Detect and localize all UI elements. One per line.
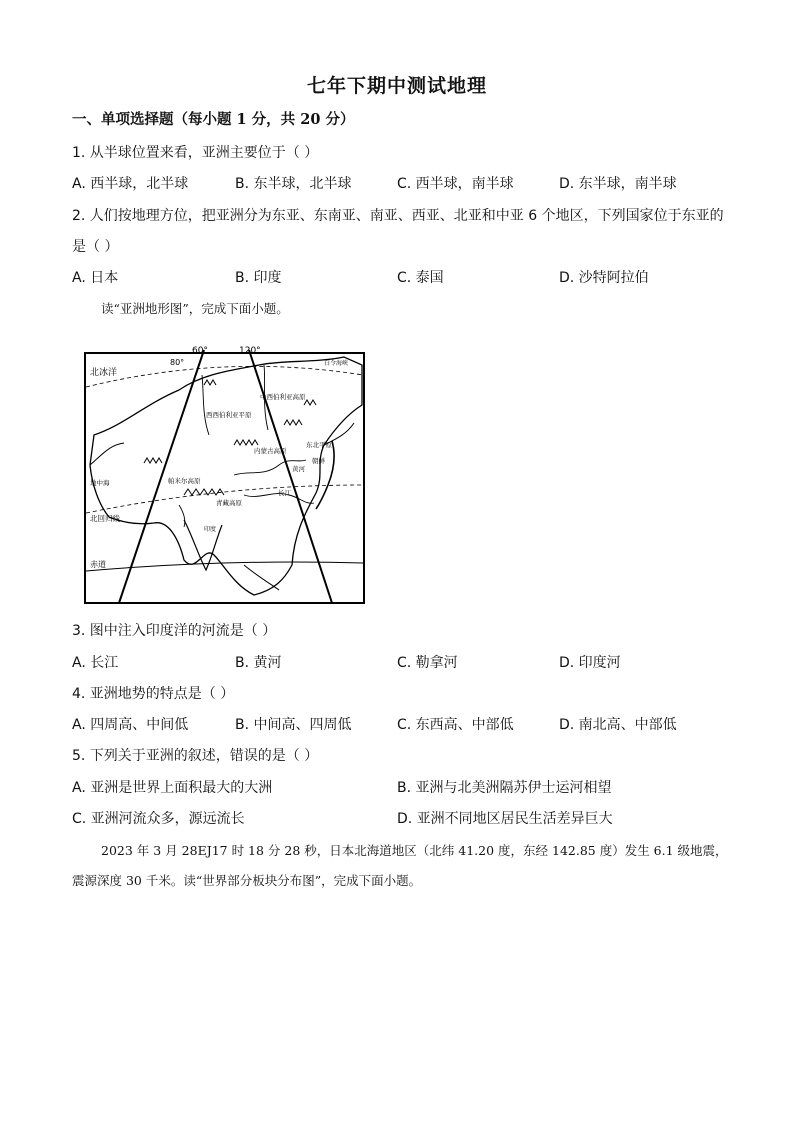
label-80-parallel: 80° <box>170 358 185 367</box>
question-4-option-d: D. 南北高、中部低 <box>559 717 677 733</box>
question-1-stem: 1. 从半球位置来看，亚洲主要位于（ ） <box>72 145 319 161</box>
label-arctic-ocean: 北冰洋 <box>90 368 118 378</box>
question-2-stem-line-1: 2. 人们按地理方位，把亚洲分为东亚、东南亚、南亚、西亚、北亚和中亚 6 个地区，下列国家位于东亚的 <box>72 208 724 224</box>
question-4-stem: 4. 亚洲地势的特点是（ ） <box>72 686 235 702</box>
label-yangtze: 长江 <box>278 489 291 497</box>
label-60-meridian: 60° <box>192 346 208 356</box>
question-1-option-d: D. 东半球，南半球 <box>559 176 677 192</box>
label-northeast-plain: 东北平原 <box>306 441 332 449</box>
page-title: 七年下期中测试地理 <box>306 75 487 97</box>
label-mediterranean: 地中海 <box>90 479 110 487</box>
question-3-option-d: D. 印度河 <box>559 655 621 671</box>
question-4-option-a: A. 四周高、中间低 <box>72 717 189 733</box>
question-4-option-b: B. 中间高、四周低 <box>235 717 352 733</box>
label-120-meridian: 120° <box>239 346 261 356</box>
question-5-option-a: A. 亚洲是世界上面积最大的大洲 <box>72 780 273 796</box>
question-3-option-b: B. 黄河 <box>235 655 282 671</box>
label-equator: 赤道 <box>90 560 106 569</box>
label-inner-mongolia-plateau: 内蒙古高原 <box>254 447 287 455</box>
question-5-stem: 5. 下列关于亚洲的叙述，错误的是（ ） <box>72 748 319 764</box>
label-west-siberian-plain: 西西伯利亚平原 <box>206 411 252 419</box>
question-2-option-d: D. 沙特阿拉伯 <box>559 270 649 286</box>
map-intro: 读“亚洲地形图”，完成下面小题。 <box>101 301 289 316</box>
label-korea: 朝鲜 <box>312 457 325 465</box>
question-2-option-b: B. 印度 <box>235 270 282 286</box>
question-1-option-c: C. 西半球，南半球 <box>397 176 514 192</box>
question-1-option-b: B. 东半球，北半球 <box>235 176 352 192</box>
quake-intro-line-1: 2023 年 3 月 28EJ17 时 18 分 28 秒，日本北海道地区（北纬 41.20 度，东经 142.85 度）发生 6.1 级地震， <box>101 843 728 858</box>
label-india: 印度 <box>204 526 217 533</box>
question-4-option-c: C. 东西高、中部低 <box>397 717 514 733</box>
label-tibetan-plateau: 青藏高原 <box>216 499 242 507</box>
label-central-siberian-plateau: 中西伯利亚高原 <box>260 393 306 401</box>
question-3-stem: 3. 图中注入印度洋的河流是（ ） <box>72 623 277 639</box>
question-2-option-a: A. 日本 <box>72 270 119 286</box>
label-pamirs: 帕米尔高原 <box>168 477 201 485</box>
question-2-option-c: C. 泰国 <box>397 270 444 286</box>
question-2-stem-line-2: 是（ ） <box>72 239 119 255</box>
label-bering-strait: 白令海峡 <box>324 360 349 367</box>
section-heading: 一、单项选择题（每小题 1 分，共 20 分） <box>72 111 355 128</box>
question-1-option-a: A. 西半球，北半球 <box>72 176 189 192</box>
quake-intro-line-2: 震源深度 30 千米。读“世界部分板块分布图”，完成下面小题。 <box>72 873 422 888</box>
question-3-option-c: C. 勒拿河 <box>397 655 458 671</box>
question-5-option-b: B. 亚洲与北美洲隔苏伊士运河相望 <box>397 780 612 796</box>
asia-topographic-map <box>84 345 366 605</box>
question-5-option-d: D. 亚洲不同地区居民生活差异巨大 <box>397 811 613 827</box>
label-tropic-of-cancer: 北回归线 <box>90 514 120 523</box>
label-yellow-river: 黄河 <box>292 465 305 473</box>
question-5-option-c: C. 亚洲河流众多，源远流长 <box>72 811 245 827</box>
question-3-option-a: A. 长江 <box>72 655 119 671</box>
